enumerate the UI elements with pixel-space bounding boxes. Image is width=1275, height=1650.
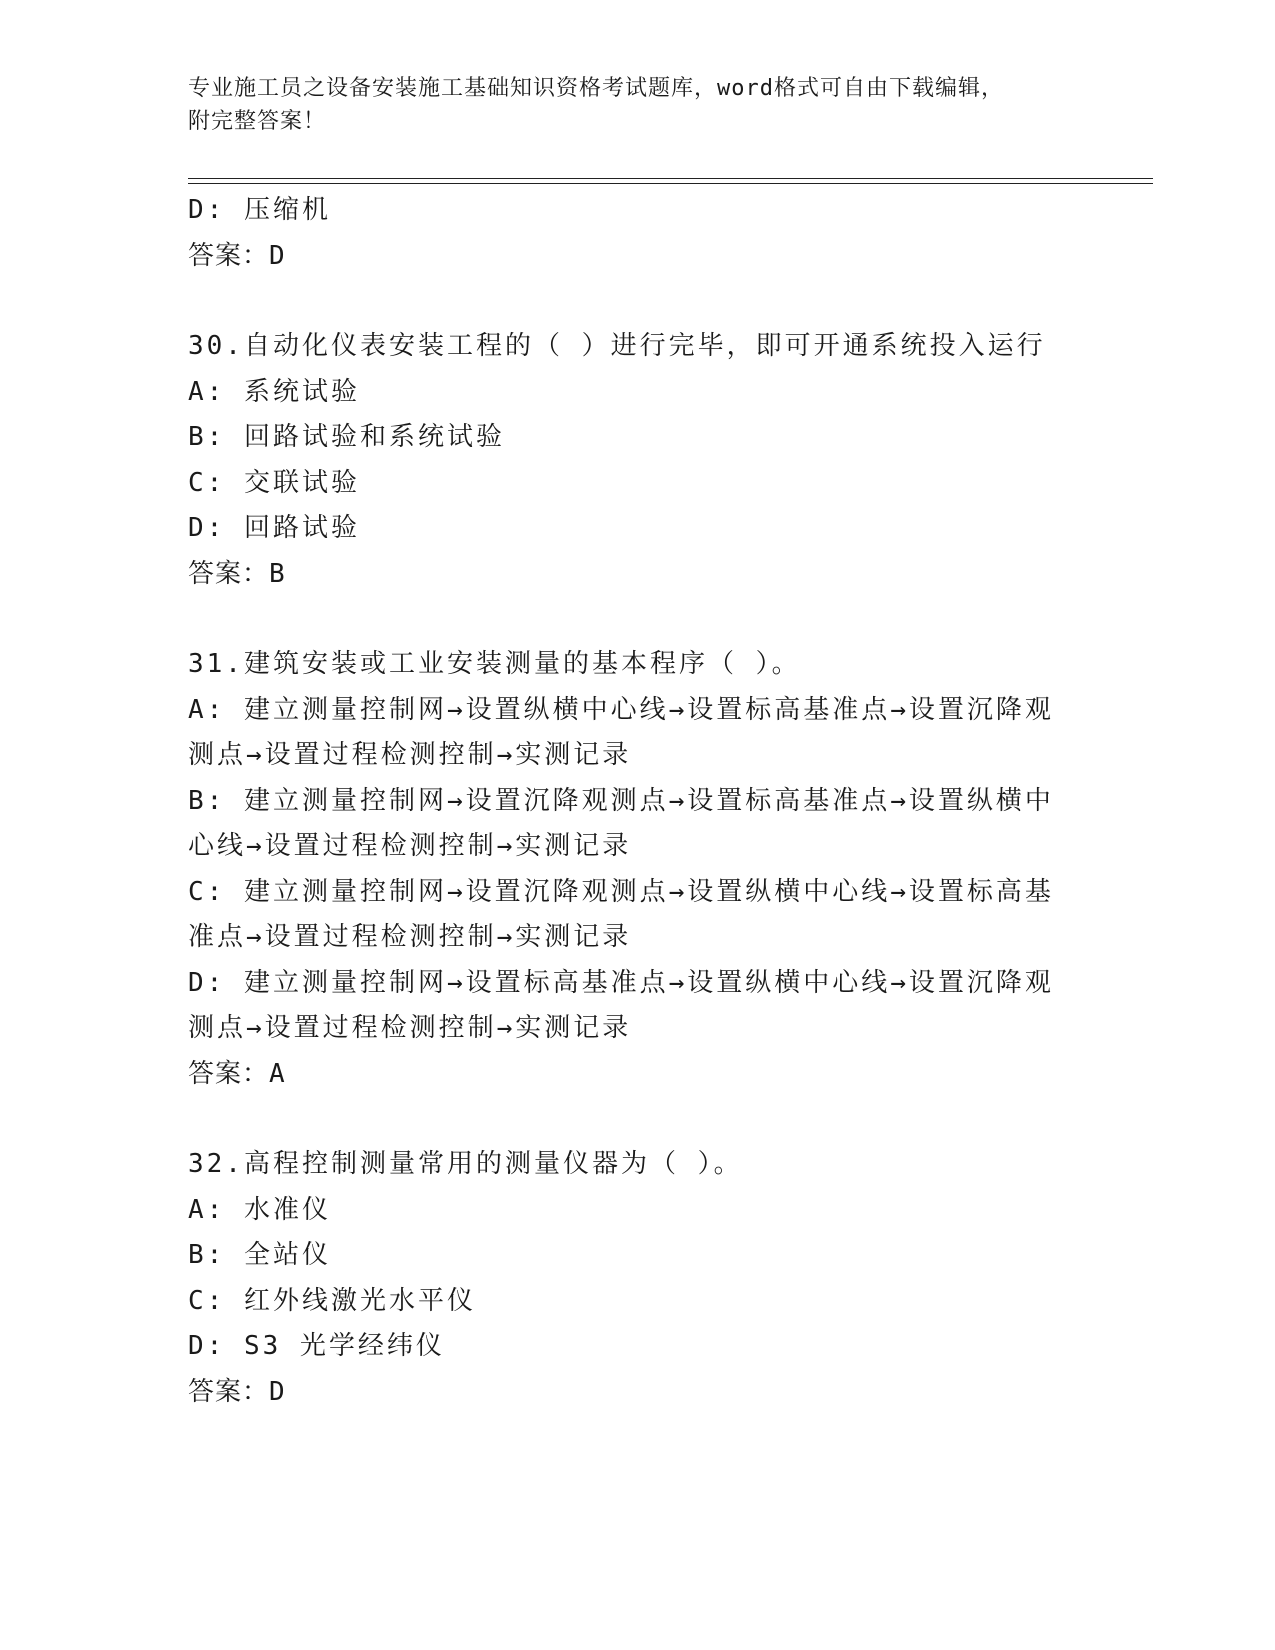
question-list — [188, 188, 1088, 1415]
option-d — [188, 961, 1088, 1052]
header-line-1: 专业施工员之设备安装施工基础知识资格考试题库，word格式可自由下载编辑， — [188, 76, 1004, 101]
option-d-line-1: D: 建立测量控制网→设置标高基准点→设置纵横中心线→设置沉降观 — [188, 967, 1054, 998]
question-stem: 31.建筑安装或工业安装测量的基本程序（ ）。 — [188, 649, 801, 679]
option-a-line-1: A: 建立测量控制网→设置纵横中心线→设置标高基准点→设置沉降观 — [188, 694, 1054, 725]
option-b-line-1: B: 建立测量控制网→设置沉降观测点→设置标高基准点→设置纵横中 — [188, 785, 1054, 816]
document-header — [188, 72, 1088, 138]
header-line-2: 附完整答案！ — [188, 109, 327, 134]
option-c: C: 红外线激光水平仪 — [188, 1285, 476, 1316]
option-c-line-1: C: 建立测量控制网→设置沉降观测点→设置纵横中心线→设置标高基 — [188, 876, 1054, 907]
option-a: A: 水准仪 — [188, 1194, 331, 1225]
header-divider-top — [188, 178, 1153, 179]
option-b-line-2: 心线→设置过程检测控制→实测记录 — [188, 831, 632, 861]
option-d: D: 压缩机 — [188, 195, 331, 225]
option-a-line-2: 测点→设置过程检测控制→实测记录 — [188, 740, 632, 770]
header-divider-bottom — [188, 183, 1153, 184]
option-d: D: 回路试验 — [188, 513, 360, 543]
question-stem: 32.高程控制测量常用的测量仪器为（ ）。 — [188, 1149, 743, 1179]
question-32 — [188, 1142, 1088, 1415]
option-d: D: S3 光学经纬仪 — [188, 1331, 445, 1361]
answer-line: 答案：D — [188, 240, 286, 271]
question-stem: 30.自动化仪表安装工程的（ ）进行完毕，即可开通系统投入运行 — [188, 331, 1046, 361]
answer-line: 答案：D — [188, 1376, 286, 1407]
option-a: A: 系统试验 — [188, 376, 360, 407]
question-31 — [188, 642, 1088, 1097]
option-c: C: 交联试验 — [188, 467, 360, 498]
option-b — [188, 779, 1088, 870]
option-c — [188, 870, 1088, 961]
option-c-line-2: 准点→设置过程检测控制→实测记录 — [188, 922, 632, 952]
option-b: B: 全站仪 — [188, 1240, 331, 1270]
option-b: B: 回路试验和系统试验 — [188, 422, 505, 452]
answer-line: 答案：B — [188, 558, 286, 589]
question-30 — [188, 324, 1088, 597]
answer-line: 答案：A — [188, 1058, 286, 1089]
option-d-line-2: 测点→设置过程检测控制→实测记录 — [188, 1013, 632, 1043]
previous-question-tail — [188, 188, 1088, 279]
option-a — [188, 688, 1088, 779]
